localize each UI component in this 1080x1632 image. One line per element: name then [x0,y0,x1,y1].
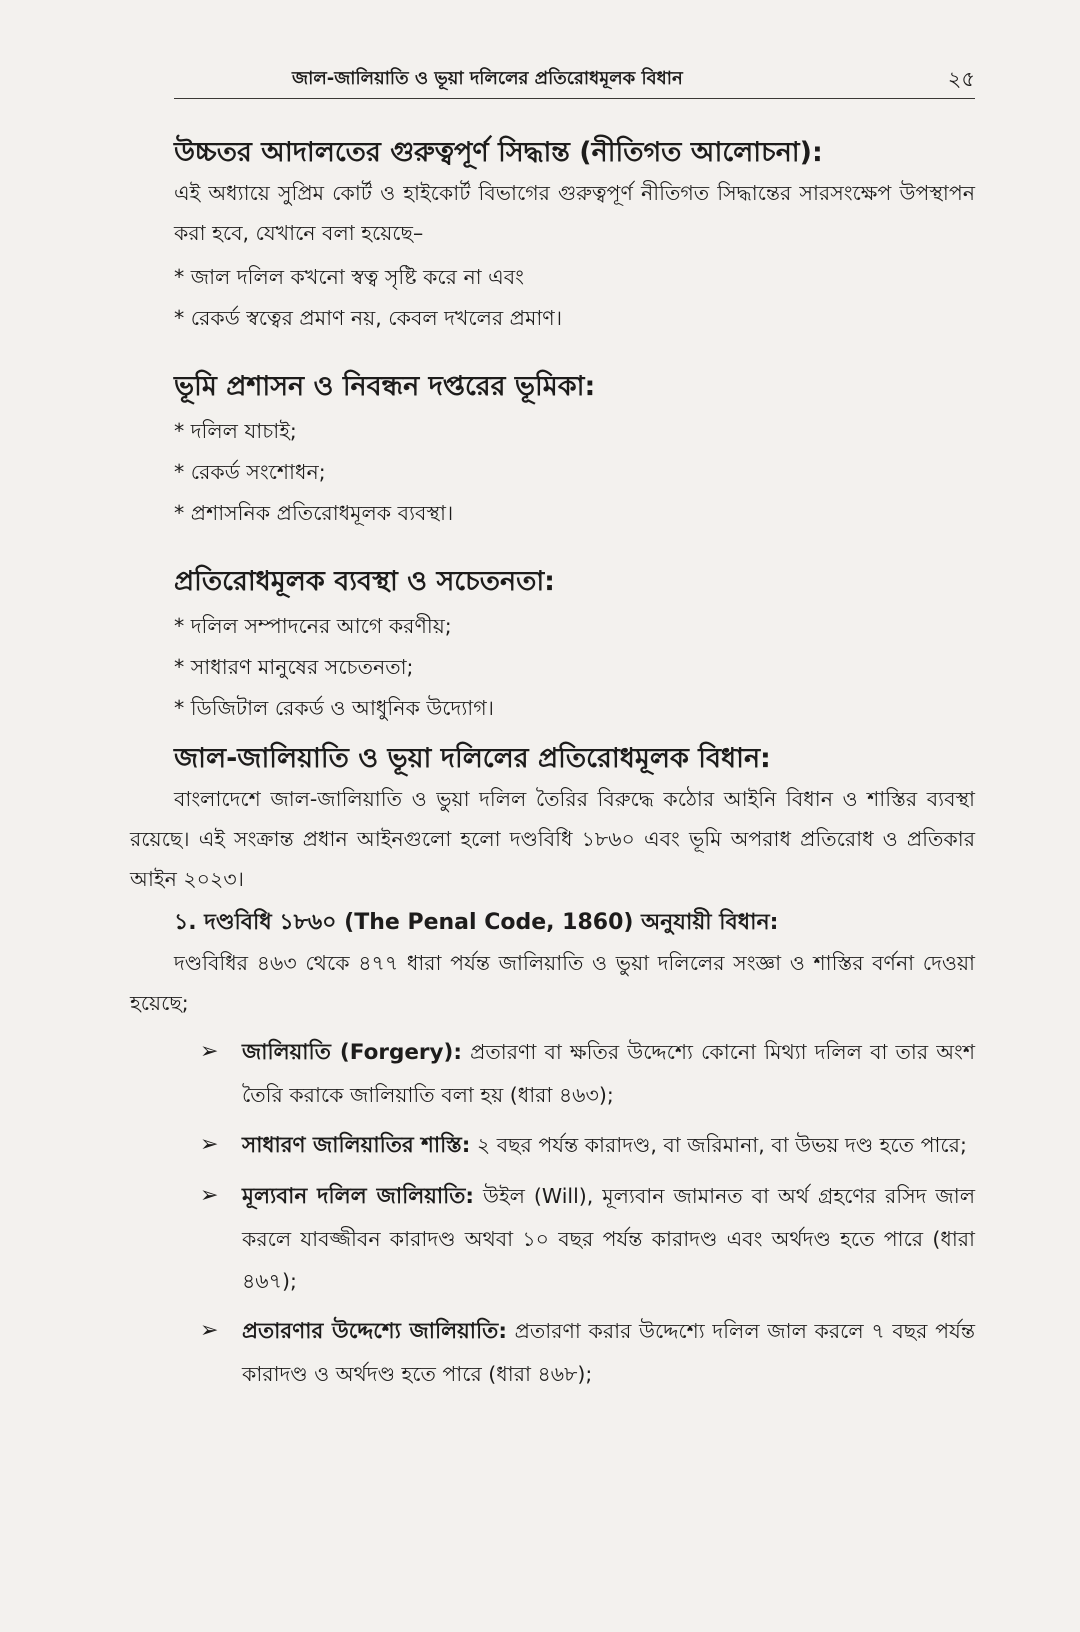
penal-code-intro: দণ্ডবিধির ৪৬৩ থেকে ৪৭৭ ধারা পর্যন্ত জালিয়াতি ও ভুয়া দলিলের সংজ্ঞা ও শাস্তির বর্ণনা দেওয়া হয়েছে; [130,951,975,1015]
provision-list [174,1031,975,1395]
arrow-bullet-icon: ➢ [200,1132,219,1157]
provision-term: সাধারণ জালিয়াতির শাস্তি: [242,1133,471,1158]
bullet-list-land-admin [174,411,975,534]
list-item: * দলিল সম্পাদনের আগে করণীয়; [174,614,452,638]
provision-item [174,1175,975,1302]
section-heading-court: উচ্চতর আদালতের গুরুত্বপূর্ণ সিদ্ধান্ত (নীতিগত আলোচনা): [174,137,823,168]
section-heading-land-admin: ভূমি প্রশাসন ও নিবন্ধন দপ্তরের ভূমিকা: [174,371,596,402]
provision-term: প্রতারণার উদ্দেশ্যে জালিয়াতি: [242,1319,507,1344]
section-land-admin [174,367,975,534]
arrow-bullet-icon: ➢ [200,1318,219,1343]
provision-text: প্রতারণা বা ক্ষতির উদ্দেশ্যে কোনো মিথ্যা দলিল বা তার অংশ তৈরি করাকে জালিয়াতি বলা হয় (ধারা ৪৬৩); [242,1040,975,1107]
list-item: * জাল দলিল কখনো স্বত্ব সৃষ্টি করে না এবং [174,265,524,289]
section-court-decisions [174,133,975,339]
provision-text: প্রতারণা করার উদ্দেশ্যে দলিল জাল করলে ৭ বছর পর্যন্ত কারাদণ্ড ও অর্থদণ্ড হতে পারে (ধারা ৪৬৮); [242,1319,975,1386]
section-prevention [174,562,975,729]
provision-item [174,1124,975,1167]
page-number: ২৫ [947,67,975,91]
list-item: * ডিজিটাল রেকর্ড ও আধুনিক উদ্যোগ। [174,696,494,720]
arrow-bullet-icon: ➢ [200,1039,219,1064]
list-item: * রেকর্ড সংশোধন; [174,460,326,484]
section-intro-court: এই অধ্যায়ে সুপ্রিম কোর্ট ও হাইকোর্ট বিভাগের গুরুত্বপূর্ণ নীতিগত সিদ্ধান্তের সারসংক্ষেপ উপস্থাপন করা হবে, যেখানে বলা হয়েছে– [174,181,975,245]
provision-item [174,1310,975,1395]
section-intro-forgery-law: বাংলাদেশে জাল-জালিয়াতি ও ভুয়া দলিল তৈরির বিরুদ্ধে কঠোর আইনি বিধান ও শাস্তির ব্যবস্থা রয়েছে। এই সংক্রান্ত প্রধান আইনগুলো হলো দণ্ডবিধি ১৮৬০ এবং ভূমি অপরাধ প্রতিরোধ ও প্রতিকার আইন ২০২৩। [130,787,975,891]
page-header [174,66,975,99]
subheading-penal-code: ১. দণ্ডবিধি ১৮৬০ (The Penal Code, 1860) অনুযায়ী বিধান: [174,910,779,935]
section-forgery-law [130,739,975,1395]
provision-text: উইল (Will), মূল্যবান জামানত বা অর্থ গ্রহণের রসিদ জাল করলে যাবজ্জীবন কারাদণ্ড অথবা ১০ বছর পর্যন্ত কারাদণ্ড এবং অর্থদণ্ড হতে পারে (ধারা ৪৬৭); [242,1184,975,1293]
provision-text: ২ বছর পর্যন্ত কারাদণ্ড, বা জরিমানা, বা উভয় দণ্ড হতে পারে; [470,1133,967,1157]
provision-term: মূল্যবান দলিল জালিয়াতি: [242,1184,475,1209]
bullet-list-court [174,257,975,339]
running-title: জাল-জালিয়াতি ও ভূয়া দলিলের প্রতিরোধমূলক বিধান [292,68,683,89]
provision-item [174,1031,975,1116]
arrow-bullet-icon: ➢ [200,1183,219,1208]
bullet-list-prevention [174,606,975,729]
provision-term: জালিয়াতি (Forgery): [242,1040,462,1065]
list-item: * রেকর্ড স্বত্বের প্রমাণ নয়, কেবল দখলের প্রমাণ। [174,306,563,330]
section-heading-prevention: প্রতিরোধমূলক ব্যবস্থা ও সচেতনতা: [174,566,555,597]
list-item: * প্রশাসনিক প্রতিরোধমূলক ব্যবস্থা। [174,501,454,525]
section-heading-forgery-law: জাল-জালিয়াতি ও ভূয়া দলিলের প্রতিরোধমূলক বিধান: [174,743,771,774]
list-item: * সাধারণ মানুষের সচেতনতা; [174,655,414,679]
list-item: * দলিল যাচাই; [174,419,297,443]
